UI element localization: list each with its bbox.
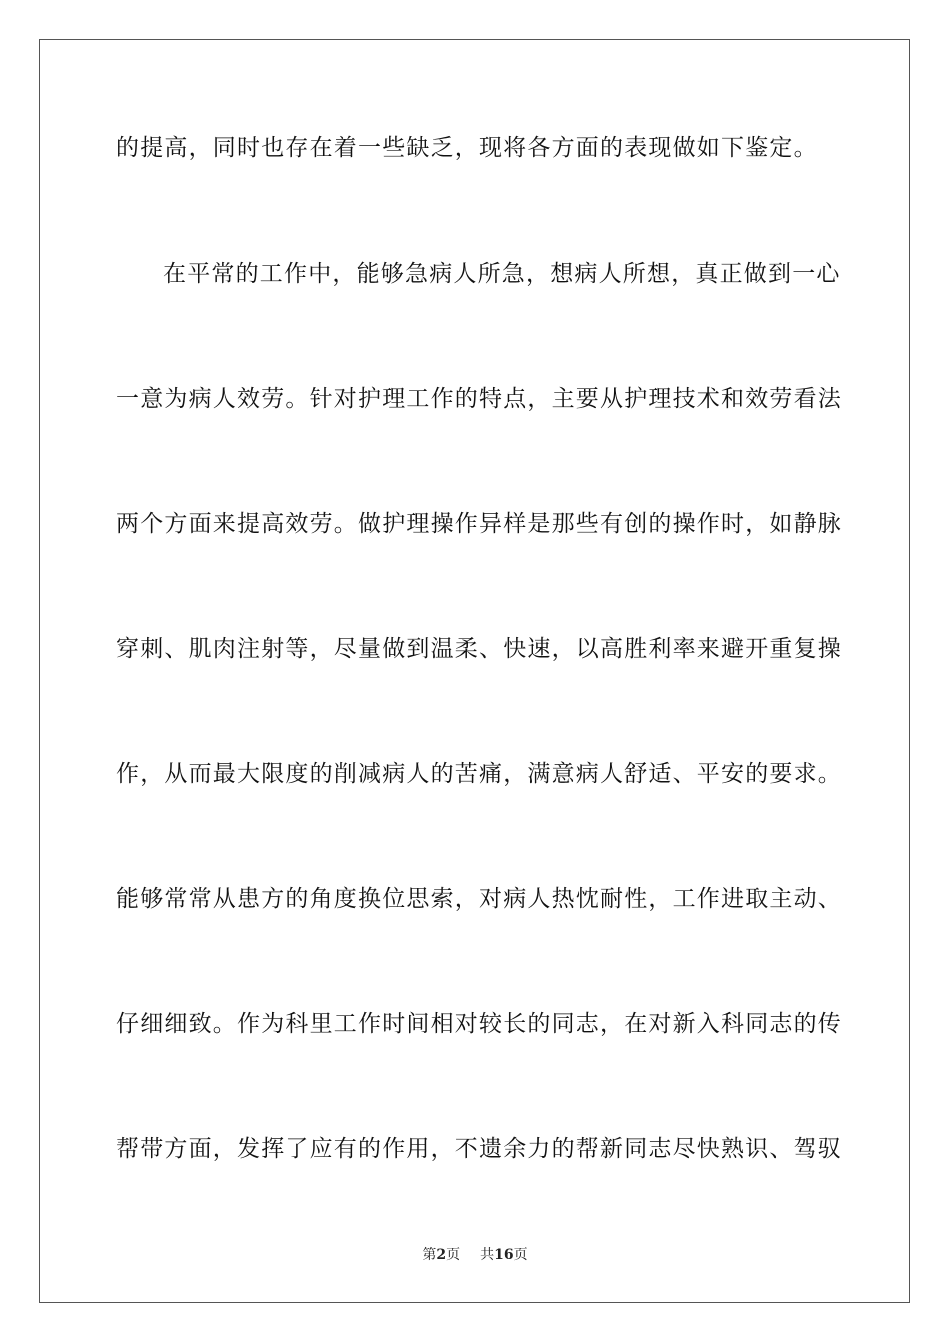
text-line: 在平常的工作中，能够急病人所急，想病人所想，真正做到一心 bbox=[163, 261, 841, 287]
text-line: 仔细细致。作为科里工作时间相对较长的同志，在对新入科同志的传 bbox=[116, 1011, 842, 1037]
text-line: 的提高，同时也存在着一些缺乏，现将各方面的表现做如下鉴定。 bbox=[116, 135, 818, 161]
text-line: 一意为病人效劳。针对护理工作的特点，主要从护理技术和效劳看法 bbox=[116, 386, 842, 412]
page-footer bbox=[0, 1246, 950, 1264]
total-prefix: 共 bbox=[480, 1247, 495, 1263]
total-pages: 16 bbox=[494, 1247, 514, 1263]
page-unit: 页 bbox=[446, 1247, 461, 1263]
text-line: 两个方面来提高效劳。做护理操作异样是那些有创的操作时，如静脉 bbox=[116, 511, 842, 537]
text-line: 作，从而最大限度的削减病人的苦痛，满意病人舒适、平安的要求。 bbox=[116, 761, 842, 787]
page-number: 2 bbox=[436, 1247, 447, 1263]
text-line: 能够常常从患方的角度换位思索，对病人热忱耐性，工作进取主动、 bbox=[116, 886, 842, 912]
total-unit: 页 bbox=[513, 1247, 528, 1263]
text-line: 穿刺、肌肉注射等，尽量做到温柔、快速，以高胜利率来避开重复操 bbox=[116, 636, 842, 662]
page-prefix: 第 bbox=[422, 1247, 437, 1263]
page-border bbox=[39, 39, 910, 1303]
text-line: 帮带方面，发挥了应有的作用，不遗余力的帮新同志尽快熟识、驾驭 bbox=[116, 1136, 842, 1162]
